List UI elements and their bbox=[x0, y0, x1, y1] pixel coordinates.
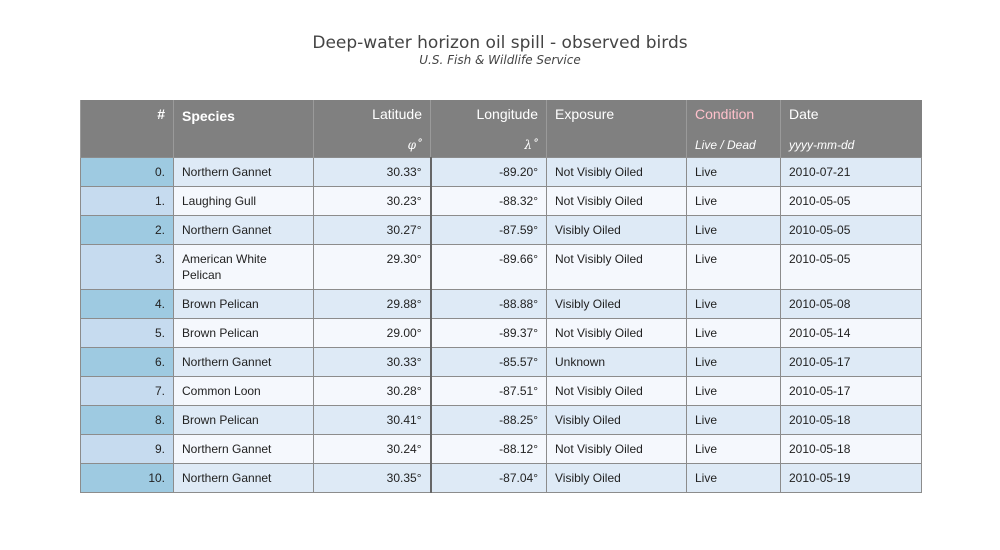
table-row bbox=[81, 319, 922, 348]
cell-condition: Live bbox=[687, 290, 781, 319]
cell-species: Brown Pelican bbox=[174, 319, 314, 348]
cell-longitude: -88.25° bbox=[431, 406, 547, 435]
subheader-latitude-unit: φ˚ bbox=[314, 132, 431, 158]
cell-index: 8. bbox=[81, 406, 174, 435]
cell-latitude: 30.24° bbox=[314, 435, 431, 464]
cell-index: 5. bbox=[81, 319, 174, 348]
cell-species: Northern Gannet bbox=[174, 435, 314, 464]
cell-latitude: 29.00° bbox=[314, 319, 431, 348]
cell-exposure: Unknown bbox=[547, 348, 687, 377]
cell-index: 7. bbox=[81, 377, 174, 406]
cell-condition: Live bbox=[687, 245, 781, 290]
cell-species: Brown Pelican bbox=[174, 290, 314, 319]
cell-species: Brown Pelican bbox=[174, 406, 314, 435]
cell-index: 0. bbox=[81, 158, 174, 187]
cell-latitude: 30.27° bbox=[314, 216, 431, 245]
cell-latitude: 29.30° bbox=[314, 245, 431, 290]
subheader-exposure bbox=[547, 132, 687, 158]
cell-condition: Live bbox=[687, 187, 781, 216]
cell-date: 2010-05-05 bbox=[781, 216, 922, 245]
table-row bbox=[81, 464, 922, 493]
header-species: Species bbox=[174, 100, 314, 132]
cell-latitude: 30.33° bbox=[314, 348, 431, 377]
cell-longitude: -85.57° bbox=[431, 348, 547, 377]
cell-condition: Live bbox=[687, 216, 781, 245]
cell-species: Northern Gannet bbox=[174, 158, 314, 187]
cell-exposure: Visibly Oiled bbox=[547, 290, 687, 319]
chart-subtitle: U.S. Fish & Wildlife Service bbox=[419, 53, 581, 67]
cell-species: Northern Gannet bbox=[174, 216, 314, 245]
cell-date: 2010-05-17 bbox=[781, 377, 922, 406]
table-row bbox=[81, 216, 922, 245]
cell-date: 2010-07-21 bbox=[781, 158, 922, 187]
cell-index: 2. bbox=[81, 216, 174, 245]
header-latitude: Latitude bbox=[314, 100, 431, 132]
header-condition: Condition bbox=[687, 100, 781, 132]
cell-exposure: Visibly Oiled bbox=[547, 406, 687, 435]
data-table bbox=[80, 100, 922, 493]
cell-longitude: -87.04° bbox=[431, 464, 547, 493]
cell-longitude: -87.51° bbox=[431, 377, 547, 406]
table-row bbox=[81, 377, 922, 406]
cell-latitude: 30.33° bbox=[314, 158, 431, 187]
cell-longitude: -89.66° bbox=[431, 245, 547, 290]
table-row bbox=[81, 158, 922, 187]
cell-exposure: Not Visibly Oiled bbox=[547, 435, 687, 464]
cell-index: 4. bbox=[81, 290, 174, 319]
table-body bbox=[81, 158, 922, 493]
cell-latitude: 30.41° bbox=[314, 406, 431, 435]
cell-latitude: 30.28° bbox=[314, 377, 431, 406]
cell-date: 2010-05-18 bbox=[781, 435, 922, 464]
cell-longitude: -89.37° bbox=[431, 319, 547, 348]
cell-species: American White Pelican bbox=[174, 245, 314, 290]
cell-exposure: Not Visibly Oiled bbox=[547, 158, 687, 187]
cell-condition: Live bbox=[687, 158, 781, 187]
cell-longitude: -87.59° bbox=[431, 216, 547, 245]
cell-exposure: Not Visibly Oiled bbox=[547, 377, 687, 406]
cell-species: Laughing Gull bbox=[174, 187, 314, 216]
cell-species: Northern Gannet bbox=[174, 464, 314, 493]
subheader-condition-format: Live / Dead bbox=[687, 132, 781, 158]
cell-index: 9. bbox=[81, 435, 174, 464]
cell-condition: Live bbox=[687, 348, 781, 377]
cell-exposure: Not Visibly Oiled bbox=[547, 187, 687, 216]
header-longitude: Longitude bbox=[431, 100, 547, 132]
cell-exposure: Visibly Oiled bbox=[547, 216, 687, 245]
cell-condition: Live bbox=[687, 435, 781, 464]
table-row bbox=[81, 348, 922, 377]
cell-latitude: 30.23° bbox=[314, 187, 431, 216]
cell-exposure: Not Visibly Oiled bbox=[547, 319, 687, 348]
header-exposure: Exposure bbox=[547, 100, 687, 132]
cell-species: Northern Gannet bbox=[174, 348, 314, 377]
cell-index: 1. bbox=[81, 187, 174, 216]
subheader-date-format: yyyy-mm-dd bbox=[781, 132, 922, 158]
cell-condition: Live bbox=[687, 319, 781, 348]
table-row bbox=[81, 290, 922, 319]
cell-longitude: -88.88° bbox=[431, 290, 547, 319]
table-row bbox=[81, 435, 922, 464]
subheader-species bbox=[174, 132, 314, 158]
subheader-longitude-unit: λ˚ bbox=[431, 132, 547, 158]
chart-title: Deep-water horizon oil spill - observed birds bbox=[312, 33, 688, 53]
cell-longitude: -88.12° bbox=[431, 435, 547, 464]
cell-longitude: -88.32° bbox=[431, 187, 547, 216]
table-row bbox=[81, 406, 922, 435]
cell-date: 2010-05-05 bbox=[781, 187, 922, 216]
cell-condition: Live bbox=[687, 377, 781, 406]
cell-longitude: -89.20° bbox=[431, 158, 547, 187]
subheader-index bbox=[81, 132, 174, 158]
cell-latitude: 29.88° bbox=[314, 290, 431, 319]
data-table-viewport[interactable] bbox=[80, 100, 921, 485]
cell-date: 2010-05-19 bbox=[781, 464, 922, 493]
cell-exposure: Not Visibly Oiled bbox=[547, 245, 687, 290]
cell-latitude: 30.35° bbox=[314, 464, 431, 493]
cell-species: Common Loon bbox=[174, 377, 314, 406]
cell-exposure: Visibly Oiled bbox=[547, 464, 687, 493]
table-row bbox=[81, 187, 922, 216]
cell-date: 2010-05-05 bbox=[781, 245, 922, 290]
cell-index: 3. bbox=[81, 245, 174, 290]
cell-date: 2010-05-17 bbox=[781, 348, 922, 377]
header-date: Date bbox=[781, 100, 922, 132]
cell-date: 2010-05-14 bbox=[781, 319, 922, 348]
cell-index: 6. bbox=[81, 348, 174, 377]
table-row bbox=[81, 245, 922, 290]
cell-index: 10. bbox=[81, 464, 174, 493]
cell-date: 2010-05-08 bbox=[781, 290, 922, 319]
cell-condition: Live bbox=[687, 464, 781, 493]
cell-condition: Live bbox=[687, 406, 781, 435]
header-index: # bbox=[81, 100, 174, 132]
cell-date: 2010-05-18 bbox=[781, 406, 922, 435]
